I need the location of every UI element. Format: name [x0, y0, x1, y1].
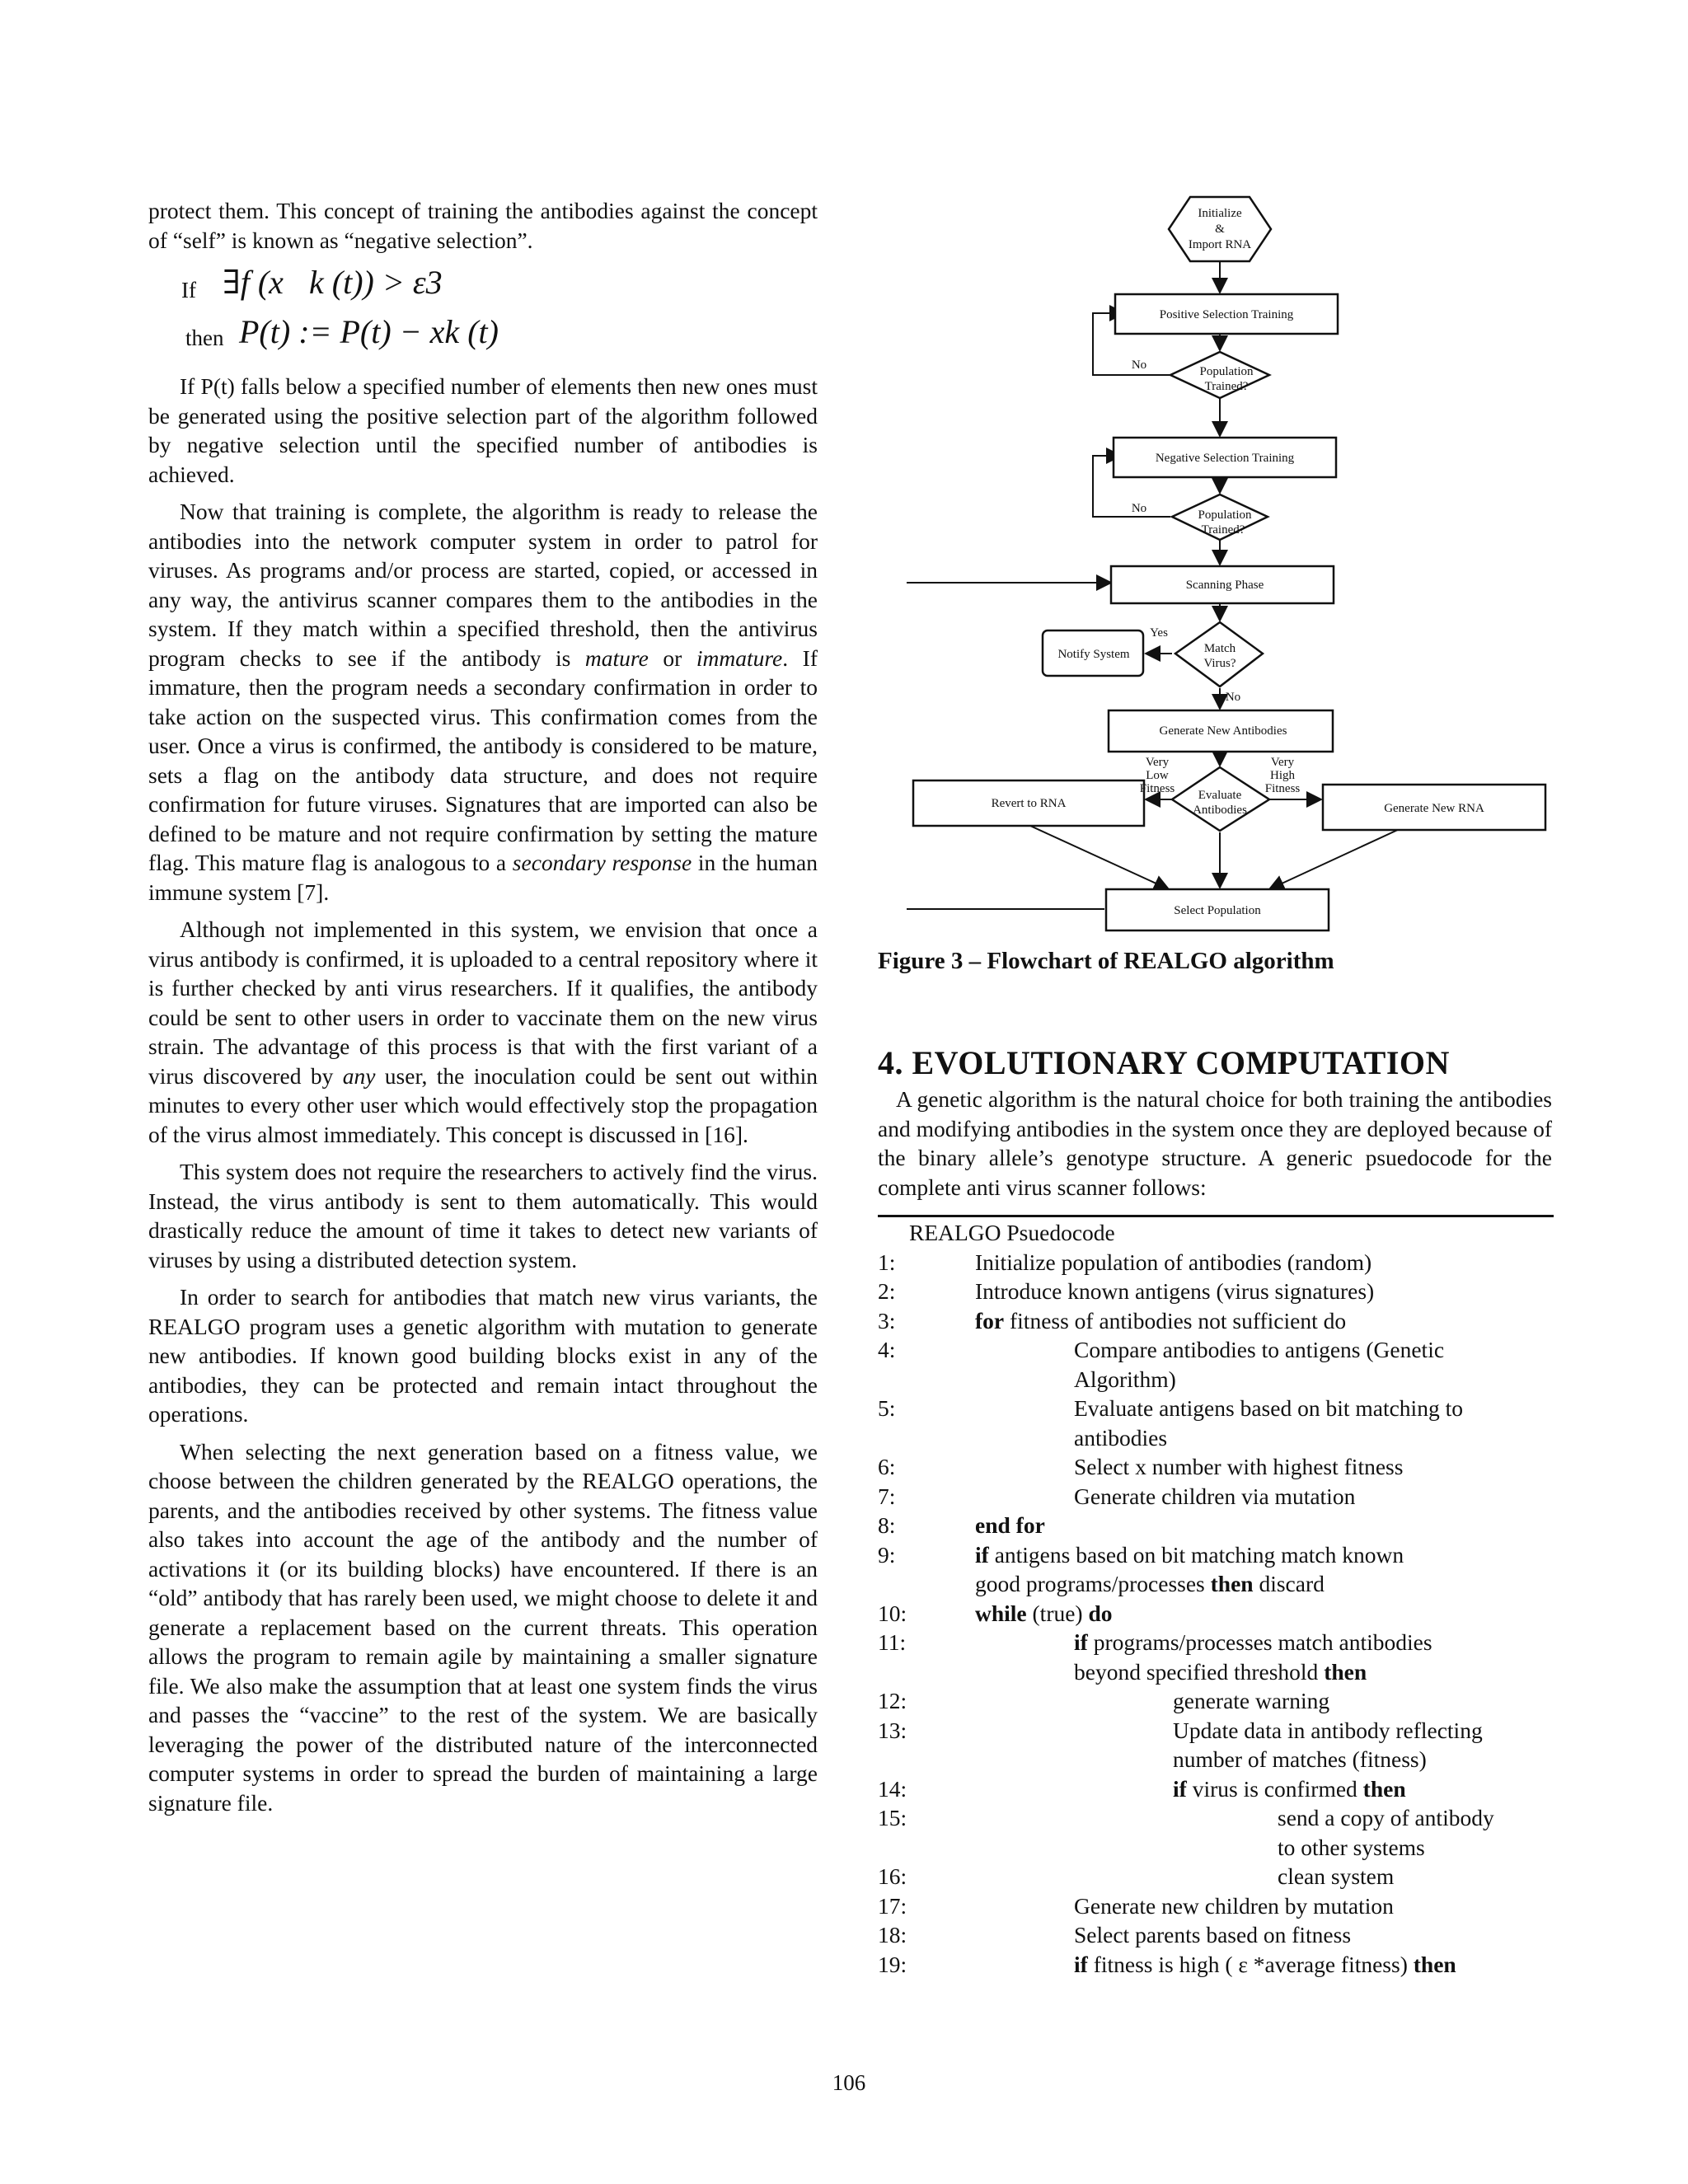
very-high-line-2: High	[1270, 769, 1295, 782]
pseudocode-line-text: Generate children via mutation	[1074, 1483, 1356, 1509]
paragraph-fitness-selection: When selecting the next generation based on a fitness value, we choose between the children generated by the REALGO operations, the parents, and the antibodies received by other systems. The fitness value also takes into account the age of the antibody and the number of activations it (or its building blocks) have encountered. If there is an “old” antibody that has rarely been used, we might choose to delete it and generate a replacement based on the current threats. This operation allows the program to remain agile by maintaining a smaller signature file. We also make the assumption that at least one system finds the virus and passes the “vaccine” to the rest of the system. We are basically leveraging the power of the distributed nature of the interconnected computer systems in order to spread the burden of maintaining a large signature file.	[148, 1438, 818, 1816]
pseudocode-line	[878, 1569, 1554, 1599]
generate-antibodies-label: Generate New Antibodies	[1159, 724, 1287, 738]
pseudocode-line	[878, 1686, 1554, 1716]
pseudocode-block	[878, 1218, 1554, 1979]
pseudocode-line-text: Update data in antibody reflecting	[1173, 1717, 1483, 1743]
pseudocode-line-number: 14:	[878, 1775, 907, 1802]
formula-then-label: then	[185, 326, 224, 350]
section-heading: 4. EVOLUTIONARY COMPUTATION	[878, 1044, 1450, 1081]
no-label-2: No	[1131, 502, 1147, 515]
pseudocode-line-number: 7:	[878, 1483, 896, 1509]
section-paragraph: A genetic algorithm is the natural choice for both training the antibodies and modifying antibodies in the system once they are deployed because of the binary allele’s genotype structure. A generic psuedocode for the complete anti virus scanner follows:	[878, 1086, 1552, 1200]
pseudocode-line	[878, 1306, 1554, 1336]
pseudocode-line-number: 10:	[878, 1600, 907, 1626]
select-population-label: Select Population	[1174, 904, 1261, 917]
scanning-label: Scanning Phase	[1185, 579, 1264, 592]
pseudocode-line-text: Introduce known antigens (virus signatures)	[975, 1278, 1375, 1304]
paragraph-central-repository: Although not implemented in this system, we envision that once a virus antibody is confirmed, it is uploaded to a central repository where it is further checked by anti virus researchers. If it qualifies, the antibody could be sent to other users in order to vaccinate them on the new virus strain. The advantage of this process is that with the first variant of a virus discovered by any user, the inoculation could be sent out within minutes to every other user which would effectively stop the propagation of the virus almost immediately. This concept is discussed in [16].	[148, 916, 818, 1147]
pseudocode-line-text: if programs/processes match antibodies	[1074, 1629, 1432, 1655]
init-label-2: &	[1215, 223, 1225, 236]
pseudocode-line-text: Select parents based on fitness	[1074, 1922, 1352, 1947]
init-label-1: Initialize	[1198, 207, 1242, 220]
negative-training-label: Negative Selection Training	[1155, 452, 1295, 465]
paragraph-population-regeneration: If P(t) falls below a specified number of elements then new ones must be generated using the positive selection part of the algorithm followed by negative selection until the specified number of antibodies is achieved.	[148, 373, 818, 487]
paragraph-genetic-search: In order to search for antibodies that match new virus variants, the REALGO program uses a genetic algorithm with mutation to generate new antibodies. If known good building blocks exist in any of the antibodies, they can be protected and remain intact throughout the operations.	[148, 1284, 818, 1427]
very-low-line-2: Low	[1146, 769, 1169, 782]
very-high-line-1: Very	[1270, 756, 1295, 769]
pseudocode-line-number: 19:	[878, 1951, 907, 1977]
pseudocode-line-number: 13:	[878, 1717, 907, 1743]
pseudocode-line	[878, 1716, 1554, 1746]
formula-population-update	[148, 311, 818, 359]
pseudocode-line-text: if fitness is high ( ε *average fitness) then	[1074, 1951, 1456, 1977]
pseudocode-line	[878, 1833, 1554, 1863]
pseudocode-line	[878, 1950, 1554, 1980]
pseudocode-line-text: Algorithm)	[1074, 1366, 1176, 1392]
pseudocode-line	[878, 1803, 1554, 1833]
pseudocode-line-number: 17:	[878, 1892, 907, 1919]
pseudocode-line	[878, 1394, 1554, 1423]
very-low-line-3: Fitness	[1139, 782, 1175, 795]
match-virus-line-2: Virus?	[1203, 657, 1236, 670]
section-body	[878, 1085, 1552, 1210]
pseudocode-line	[878, 1920, 1554, 1950]
notify-label: Notify System	[1057, 648, 1130, 661]
pseudocode-line-text: Compare antibodies to antigens (Genetic	[1074, 1337, 1445, 1362]
generate-rna-label: Generate New RNA	[1384, 802, 1484, 815]
pseudocode-line-number: 6:	[878, 1454, 896, 1479]
pseudocode-line	[878, 1891, 1554, 1921]
pop-trained-2-line-2: Trained?	[1201, 523, 1245, 537]
pseudocode-line	[878, 1511, 1554, 1540]
pseudocode-line-text: if antigens based on bit matching match known	[975, 1541, 1404, 1568]
pseudocode-line-number: 16:	[878, 1863, 907, 1889]
pseudocode-line-number: 1:	[878, 1249, 896, 1275]
formula-if-label: If	[181, 278, 196, 302]
evaluate-line-2: Antibodies	[1193, 804, 1247, 817]
pseudocode-line-number: 15:	[878, 1805, 907, 1830]
pseudocode-title: REALGO Psuedocode	[909, 1220, 1115, 1245]
pseudocode-line-text: good programs/processes then discard	[975, 1571, 1325, 1596]
positive-training-label: Positive Selection Training	[1159, 308, 1294, 321]
pseudocode-line-number: 5:	[878, 1395, 896, 1421]
pseudocode-line-text: beyond specified threshold then	[1074, 1658, 1367, 1685]
pseudocode-line	[878, 1628, 1554, 1657]
very-low-line-1: Very	[1145, 756, 1170, 769]
pseudocode-line-text: send a copy of antibody	[1278, 1805, 1494, 1830]
pseudocode-lines	[878, 1248, 1554, 1980]
pseudocode-line-number: 2:	[878, 1278, 896, 1304]
pseudocode-line	[878, 1657, 1554, 1687]
pseudocode-line-text: Generate new children by mutation	[1074, 1892, 1394, 1919]
revert-rna-label: Revert to RNA	[991, 797, 1067, 810]
pseudocode-line-text: Initialize population of antibodies (random)	[975, 1249, 1372, 1275]
evaluate-line-1: Evaluate	[1198, 789, 1242, 802]
pseudocode-line	[878, 1745, 1554, 1774]
pseudocode-line-number: 9:	[878, 1541, 896, 1568]
pop-trained-1-line-1: Population	[1199, 365, 1254, 378]
formula-negative-selection-condition	[148, 263, 818, 311]
pop-trained-2-line-1: Population	[1198, 509, 1252, 522]
pseudocode-line-text: antibodies	[1074, 1424, 1168, 1451]
very-high-line-3: Fitness	[1264, 782, 1301, 795]
pseudocode-line	[878, 1277, 1554, 1306]
pseudocode-rule	[878, 1215, 1554, 1217]
realgo-flowchart	[907, 194, 1550, 944]
yes-label: Yes	[1150, 626, 1168, 640]
formula-update-expression: P(t) := P(t) − xk (t)	[239, 313, 499, 350]
paragraph-scanning: Now that training is complete, the algorithm is ready to release the antibodies into the network computer system in order to patrol for viruses. As programs and/or process are started, copied, or accessed in any way, the antivirus scanner compares them to the antibodies in the system. If they match within a specified threshold, then the antivirus program checks to see if the antibody is mature or immature. If immature, then the program needs a secondary confirmation in order to take action on the suspected virus. This confirmation comes from the user. Once a virus is confirmed, the antibody is considered to be mature, sets a flag on the antibody data structure, and does not require confirmation for future viruses. Signatures that are imported can also be defined to be mature and not require confirmation by setting the mature flag. This mature flag is analogous to a secondary response in the human immune system [7].	[148, 499, 818, 905]
pseudocode-line-text: end for	[975, 1512, 1045, 1538]
no-label-1: No	[1131, 359, 1147, 372]
pseudocode-line-text: Evaluate antigens based on bit matching to	[1074, 1395, 1463, 1421]
pseudocode-line	[878, 1774, 1554, 1804]
no-label-3: No	[1225, 691, 1241, 704]
pseudocode-line	[878, 1862, 1554, 1891]
pseudocode-line-number: 11:	[878, 1629, 907, 1655]
paragraph-automatic-distribution: This system does not require the researchers to actively find the virus. Instead, the virus antibody is sent to them automatically. This would drastically reduce the amount of time it takes to detect new variants of viruses by using a distributed detection system.	[148, 1159, 818, 1272]
pseudocode-line-number: 3:	[878, 1307, 896, 1333]
pseudocode-line	[878, 1335, 1554, 1365]
pseudocode-line	[878, 1423, 1554, 1453]
pseudocode-line-number: 18:	[878, 1922, 907, 1947]
pseudocode-line	[878, 1599, 1554, 1629]
pseudocode-line-number: 8:	[878, 1512, 896, 1538]
pseudocode-line	[878, 1248, 1554, 1277]
pseudocode-line-text: Select x number with highest fitness	[1074, 1454, 1404, 1479]
pseudocode-line-number: 4:	[878, 1337, 896, 1362]
pseudocode-line-text: for fitness of antibodies not sufficient do	[975, 1307, 1347, 1333]
page-number: 106	[832, 2070, 866, 2095]
pseudocode-line	[878, 1365, 1554, 1394]
init-label-3: Import RNA	[1188, 238, 1252, 251]
left-column	[148, 196, 818, 1825]
pop-trained-1-line-2: Trained?	[1204, 380, 1249, 393]
pseudocode-line-number: 12:	[878, 1688, 907, 1713]
paragraph-intro: protect them. This concept of training the antibodies against the concept of “self” is known as “negative selection”.	[148, 198, 818, 253]
formula-condition-expression: ∃f (x⃗k (t)) > ε3	[223, 264, 443, 301]
pseudocode-title-line	[878, 1218, 1554, 1248]
pseudocode-line	[878, 1540, 1554, 1570]
pseudocode-line-text: generate warning	[1173, 1688, 1330, 1713]
pseudocode-line	[878, 1452, 1554, 1482]
pseudocode-line-text: if virus is confirmed then	[1173, 1775, 1406, 1802]
pseudocode-line-text: number of matches (fitness)	[1173, 1746, 1427, 1772]
pseudocode-line-text: to other systems	[1278, 1834, 1425, 1860]
pseudocode-line-text: while (true) do	[975, 1600, 1113, 1626]
pseudocode-line-text: clean system	[1278, 1863, 1395, 1889]
match-virus-line-1: Match	[1203, 642, 1236, 655]
pseudocode-line	[878, 1482, 1554, 1511]
figure-caption: Figure 3 – Flowchart of REALGO algorithm	[878, 948, 1334, 974]
